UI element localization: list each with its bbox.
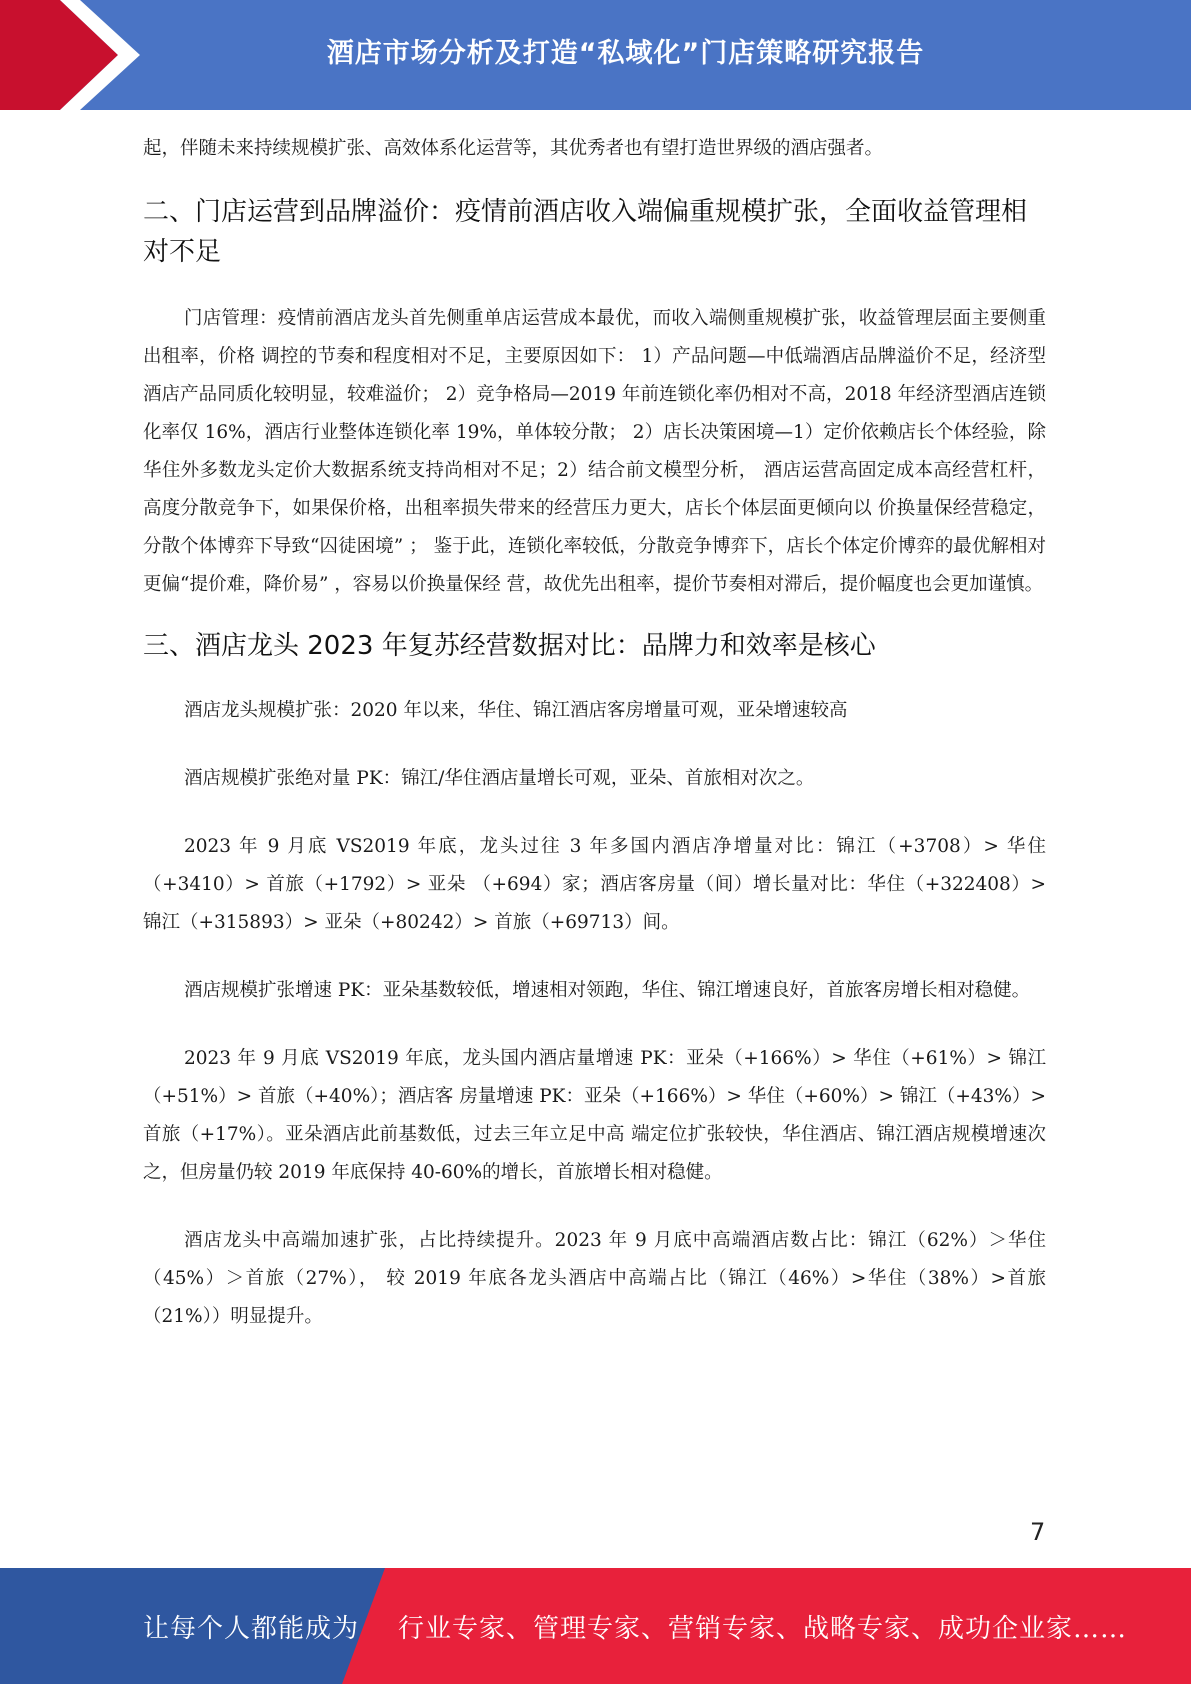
page-number: 7 xyxy=(1030,1518,1046,1546)
header-arrow-graphic xyxy=(0,0,150,110)
section-3-paragraph-2: 酒店规模扩张绝对量 PK：锦江/华住酒店量增长可观，亚朵、首旅相对次之。 xyxy=(184,768,815,789)
section-3-paragraph-3: 2023 年 9 月底 VS2019 年底，龙头过往 3 年多国内酒店净增量对比：锦江（+3708）> 华住（+3410）> 首旅（+1792）> 亚朵 （+694）家；酒店客房量（间）增长量对比：华住（+322408）> 锦江（+315893）> 亚朵（+80242）> 首旅（+69713）间。 xyxy=(143,836,1046,933)
header-banner xyxy=(0,0,1191,110)
paragraph-intro: 起，伴随未来持续规模扩张、高效体系化运营等，其优秀者也有望打造世界级的酒店强者。 xyxy=(143,138,884,159)
section-3-paragraph-5: 2023 年 9 月底 VS2019 年底，龙头国内酒店量增速 PK：亚朵（+166%）> 华住（+61%）> 锦江（+51%）> 首旅（+40%）；酒店客 房量增速 PK：亚朵（+166%）> 华住（+60%）> 锦江（+43%）> 首旅（+17%）。亚朵酒店此前基数低，过去三年立足中高 端定位扩张较快，华住酒店、锦江酒店规模增速次之，但房量仍较 2019 年底保持 40-60%的增长，首旅增长相对稳健。 xyxy=(143,1048,1046,1183)
footer-slogan-left: 让每个人都能成为 xyxy=(143,1613,360,1644)
footer-slogan-right: 行业专家、管理专家、营销专家、战略专家、成功企业家…… xyxy=(398,1613,1128,1644)
section-3-heading: 三、酒店龙头 2023 年复苏经营数据对比：品牌力和效率是核心 xyxy=(143,631,876,661)
section-3-paragraph-4: 酒店规模扩张增速 PK：亚朵基数较低，增速相对领跑，华住、锦江增速良好，首旅客房增长相对稳健。 xyxy=(184,980,1031,1001)
footer-banner xyxy=(0,1568,1191,1684)
section-3-paragraph-1: 酒店龙头规模扩张：2020 年以来，华住、锦江酒店客房增量可观，亚朵增速较高 xyxy=(184,700,848,721)
section-3-paragraph-6: 酒店龙头中高端加速扩张，占比持续提升。2023 年 9 月底中高端酒店数占比：锦江（62%）＞华住（45%）＞首旅（27%）， 较 2019 年底各龙头酒店中高端占比（锦江（46%）>华住（38%）>首旅（21%））明显提升。 xyxy=(143,1230,1046,1327)
section-2-paragraph: 门店管理：疫情前酒店龙头首先侧重单店运营成本最优，而收入端侧重规模扩张，收益管理层面主要侧重出租率，价格 调控的节奏和程度相对不足，主要原因如下： 1）产品问题—中低端酒店品牌溢价不足，经济型酒店产品同质化较明显，较难溢价； 2）竞争格局—2019 年前连锁化率仍相对不高，2018 年经济型酒店连锁化率仅 16%，酒店行业整体连锁化率 19%，单体较分散； 2）店长决策困境—1）定价依赖店长个体经验，除华住外多数龙头定价大数据系统支持尚相对不足；2）结合前文模型分析， 酒店运营高固定成本高经营杠杆，高度分散竞争下，如果保价格，出租率损失带来的经营压力更大，店长个体层面更倾向以 价换量保经营稳定，分散个体博弈下导致“囚徒困境” ； 鉴于此，连锁化率较低，分散竞争博弈下，店长个体定价博弈的最优解相对更偏“提价难，降价易” ，容易以价换量保经 营，故优先出租率，提价节奏相对滞后，提价幅度也会更加谨慎。 xyxy=(143,308,1046,595)
section-2-heading: 二、门店运营到品牌溢价：疫情前酒店收入端偏重规模扩张，全面收益管理相对不足 xyxy=(143,197,1028,267)
header-title: 酒店市场分析及打造“私域化”门店策略研究报告 xyxy=(326,37,925,69)
document-body xyxy=(143,130,1046,1336)
